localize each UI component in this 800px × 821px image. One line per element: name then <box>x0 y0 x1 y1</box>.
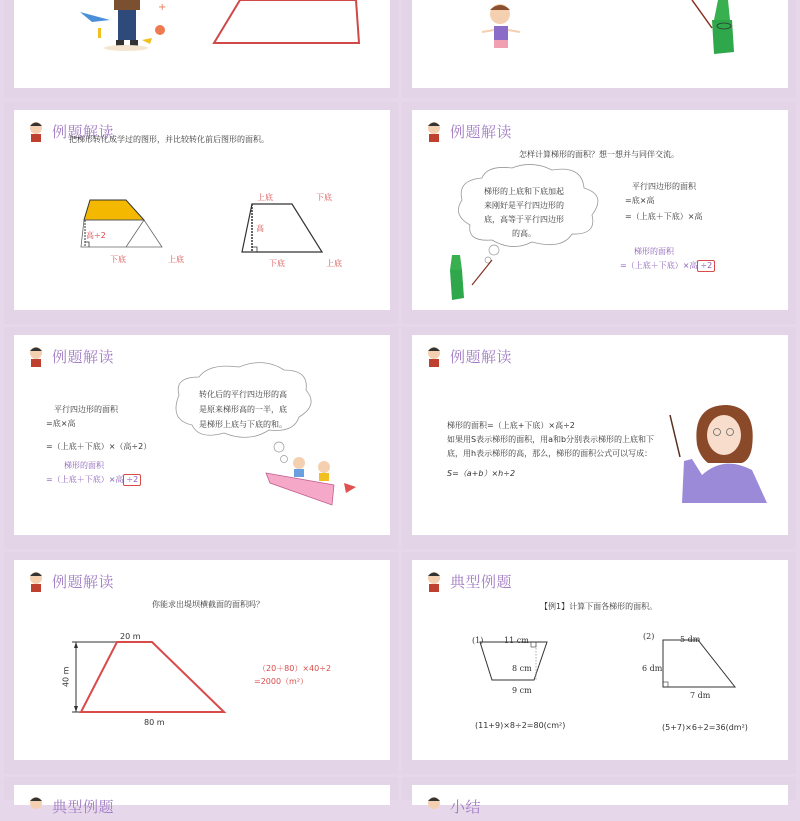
slide-thumb-3[interactable] <box>402 102 796 324</box>
formula-line-3: =（上底＋下底）×（高÷2） <box>46 442 152 451</box>
bottom-base-label-2: 下底 <box>269 259 285 268</box>
formula-line-2: =底×高 <box>46 419 76 428</box>
top-base-label-3: 上底 <box>326 259 342 268</box>
teacher-avatar-icon <box>26 795 46 817</box>
teacher-avatar-icon <box>424 795 444 817</box>
svg-text:+: + <box>158 2 167 13</box>
fig1-answer: (11+9)×8÷2=80(cm²) <box>475 721 566 730</box>
slide-6-canvas <box>14 560 390 760</box>
teacher-pointing-illustration <box>412 335 788 535</box>
thought-cloud-and-kids <box>14 335 390 535</box>
pencil-character-illustration <box>412 0 788 88</box>
slide-title: 例题解读 <box>52 122 115 141</box>
fig2-answer: (5+7)×6÷2=36(dm²) <box>662 723 748 732</box>
slide-0-canvas <box>14 0 390 88</box>
fig2-bottom-label: 7 dm <box>690 691 711 700</box>
slide-title: 典型例题 <box>52 797 115 816</box>
formula-line-1: 平行四边形的面积 <box>632 182 696 191</box>
slide-header <box>26 795 114 817</box>
slide-prompt: 怎样计算梯形的面积？想一想并与同伴交流。 <box>519 150 679 159</box>
slide-title: 例题解读 <box>450 347 513 366</box>
fig1-top-label: 11 cm <box>504 636 529 645</box>
calc-line-1: （20＋80）×40÷2 <box>258 664 332 673</box>
height-half-label: 高÷2 <box>86 231 106 240</box>
slide-prompt: 【例1】计算下面各梯形的面积。 <box>540 602 658 611</box>
slide-7-canvas <box>412 560 788 760</box>
slide-thumb-2[interactable] <box>4 102 398 324</box>
fig1-number: (1) <box>472 636 484 645</box>
top-base-label: 上底 <box>168 255 184 264</box>
formula-line-2: =底×高 <box>625 196 655 205</box>
slide-header <box>424 795 481 817</box>
slide-thumb-8[interactable] <box>4 777 398 816</box>
cloud-text: 转化后的平行四边形的高 是原来梯形高的一半，底 是梯形上底与下底的和。 <box>199 390 287 429</box>
bottom-length-label: 80 m <box>144 718 165 727</box>
slide-title: 典型例题 <box>450 572 513 591</box>
slide-thumb-4[interactable] <box>4 327 398 549</box>
slide-title: 例题解读 <box>450 122 513 141</box>
fig2-top-label: 5 dm <box>680 635 701 644</box>
formula-line-1: 平行四边形的面积 <box>54 405 118 414</box>
trapezoid-transform-figures <box>14 110 390 310</box>
fig2-number: (2) <box>643 632 655 641</box>
slide-8-canvas <box>14 785 390 816</box>
slide-thumb-1[interactable] <box>402 0 796 98</box>
slide-thumb-5[interactable] <box>402 327 796 549</box>
slide-thumb-0[interactable] <box>4 0 398 98</box>
calc-line-2: =2000（m²） <box>254 677 309 686</box>
height-length-label: 40 m <box>61 666 71 688</box>
height-label: 高 <box>256 224 264 233</box>
slide-3-canvas <box>412 110 788 310</box>
fig1-height-label: 8 cm <box>512 664 532 673</box>
formula-line-4: 梯形的面积 <box>634 247 674 256</box>
slide-title: 例题解读 <box>52 347 115 366</box>
bottom-base-label-top: 下底 <box>316 193 332 202</box>
slide-title: 小结 <box>450 797 482 816</box>
top-base-label-2: 上底 <box>257 193 273 202</box>
fig1-bottom-label: 9 cm <box>512 686 532 695</box>
slide-thumb-7[interactable] <box>402 552 796 774</box>
slide-4-canvas <box>14 335 390 535</box>
slide-5-canvas <box>412 335 788 535</box>
top-length-label: 20 m <box>120 632 141 641</box>
slide-prompt: 你能求出堤坝横截面的面积吗？ <box>152 600 264 609</box>
formula-line-3: =（上底＋下底）×高 <box>625 212 703 221</box>
divide-two-highlight: ÷2 <box>697 260 715 272</box>
formula-line-4: 梯形的面积 <box>64 461 104 470</box>
cloud-text: 梯形的上底和下底加起 来刚好是平行四边形的 底，高等于平行四边形 的高。 <box>484 187 564 238</box>
formula-line-5: =（上底＋下底）×高 ÷2 <box>46 474 141 486</box>
slide-thumb-6[interactable] <box>4 552 398 774</box>
formula-text-block: 梯形的面积=（上底+下底）×高÷2 如果用S表示梯形的面积，用a和b分别表示梯形的上底和下 底，用h表示梯形的高，那么，梯形的面积公式可以写成： S=（a+b）×h÷2 <box>447 421 655 478</box>
dam-trapezoid-figure <box>14 560 390 760</box>
slide-thumb-9[interactable] <box>402 777 796 816</box>
slide-prompt: 把梯形转化成学过的图形，并比较转化前后图形的面积。 <box>69 135 269 144</box>
slide-1-canvas <box>412 0 788 88</box>
slide-9-canvas <box>412 785 788 816</box>
triangle-figure <box>14 0 390 88</box>
fig2-height-label: 6 dm <box>642 664 663 673</box>
bottom-base-label: 下底 <box>110 255 126 264</box>
slide-title: 例题解读 <box>52 572 115 591</box>
formula-line-5: =（上底＋下底）×高 ÷2 <box>620 260 715 272</box>
divide-two-highlight: ÷2 <box>123 474 141 486</box>
thought-cloud <box>412 110 788 310</box>
slide-2-canvas <box>14 110 390 310</box>
